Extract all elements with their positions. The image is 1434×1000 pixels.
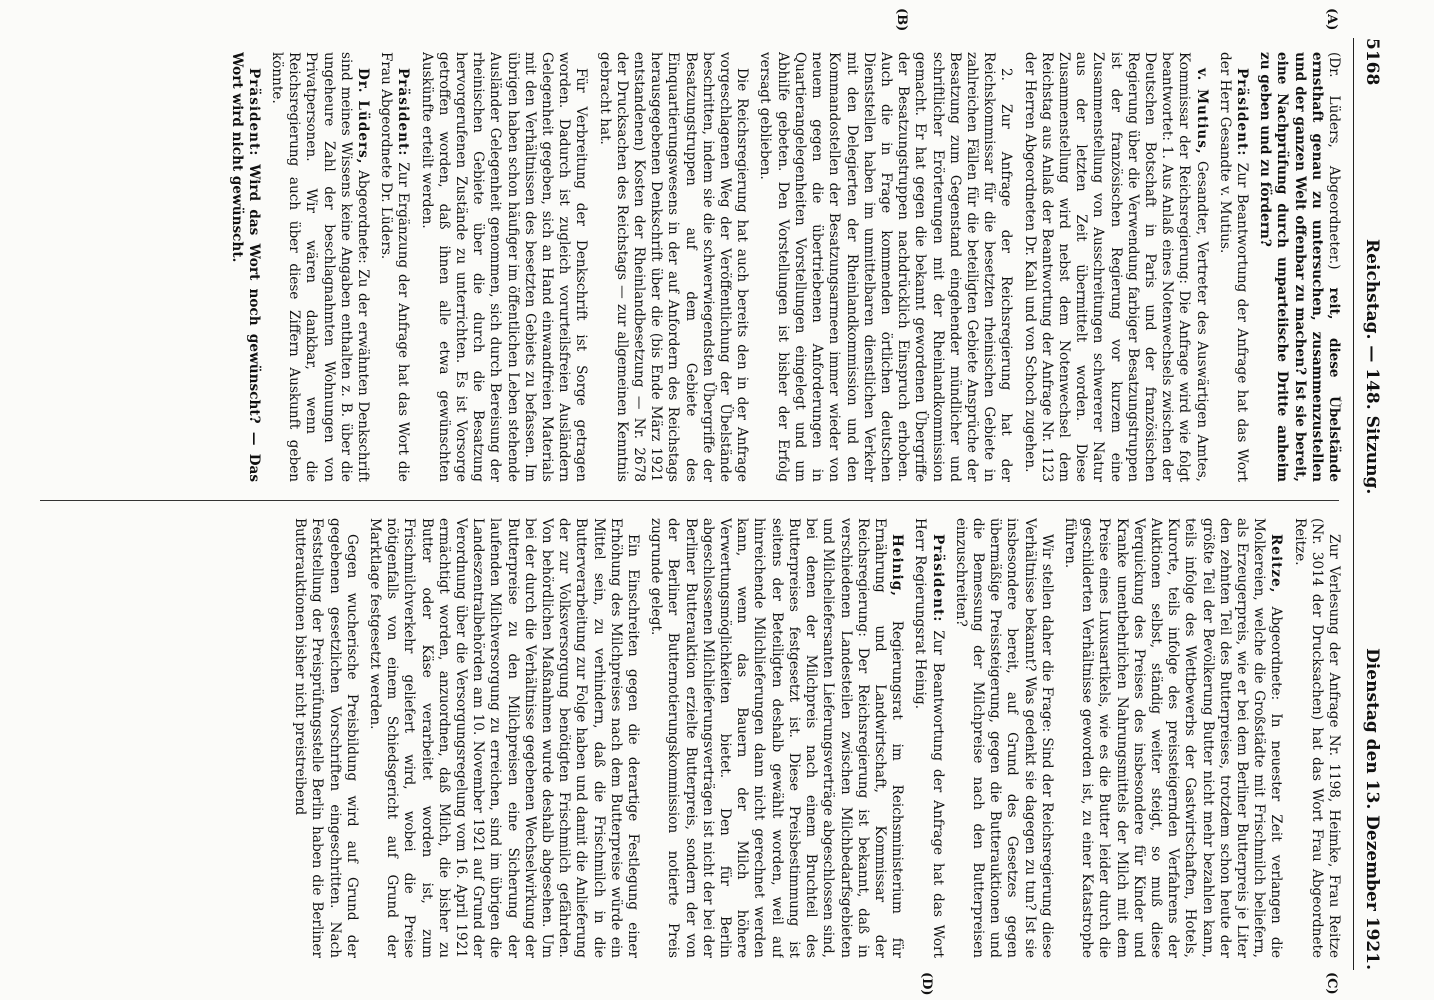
margin-marker-a: (A) [1324, 8, 1339, 31]
page-number: 5168 [1362, 38, 1382, 86]
paragraph: (Dr. Lüders, Abgeordneter.) reit, diese Übelstände ernsthaft genau zu untersuchen, zusammenzustellen und der ganzen Welt offenbar zu machen? Ist sie bereit, eine Nachprüfung durch unparteiische Dritte anheim zu geben und zu fördern? [1257, 52, 1342, 482]
paragraph: Präsident: Wird das Wort noch gewünscht? — Das Wort wird nicht gewünscht. [228, 52, 262, 482]
paragraph: Dr. Lüders, Abgeordnete: Zu der erwähnten Denkschrift sind meines Wissens keine Angaben enthalten z. B. über die ungeheure Zahl der beschlagnahmten Wohnungen von Privatpersonen. Wir wären dankbar, wenn die Reichsregierung auch über diese Ziffern Auskunft geben könnte. [269, 52, 372, 482]
paragraph: 2. Zur Anfrage der Reichsregierung hat der Reichskommissar für die besetzten rheinischen Gebiete in zahlreichen Fällen für die beteiligten Gebiete Ansprüche der Besatzung zum Gegenstand eingehender mündlicher und schriftlicher Erörterungen mit der Rheinlandkommission gemacht. Er hat gegen die bekannt gewordenen Übergriffe der Besatzungstruppen nachdrücklich Einspruch erhoben. Auch die in Frage kommenden örtlichen deutschen Dienststellen haben im unmittelbaren dienstlichen Verkehr mit den Delegierten der Rheinlandkommission und den Kommandostellen der Besatzungsarmeen immer wieder von neuem gegen die übertriebenen Anforderungen in Quartierangelegenheiten Vorstellungen eingelegt und um Abhilfe gebeten. Den Vorstellungen ist bisher der Erfolg versagt geblieben. [757, 52, 1015, 482]
paragraph: Wir stellen daher die Frage: Sind der Reichsregierung diese Verhältnisse bekannt? Was gedenkt sie dagegen zu tun? Ist sie insbesondere bereit, auf Grund des Gesetzes gegen übermäßige Preissteigerung, gegen die Butterauktionen und die Bemessung der Milchpreise nach den Butterpreisen einzuschreiten? [952, 518, 1055, 958]
digitization-credit [6, 4, 18, 994]
paragraph: Ein Einschreiten gegen die derartige Festlegung einer Erhöhung des Milchpreises nach dem Butterpreise würde ein Mittel sein, zu verhindern, daß die Frischmilch in die Butterverarbeitung zur Folge haben und damit die Anlieferung der zur Volksversorgung benötigten Frischmilch gefährden. Von behördlichen Maßnahmen wurde deshalb abgesehen. Um bei der durch die Verhältnisse gegebenen Wechselwirkung der Butterpreise zu den Milchpreisen eine Sicherung der laufenden Milchversorgung zu erreichen, sind im übrigen die Landeszentralbehörden am 10. November 1921 auf Grund der Verordnung über die Versorgungsregelung vom 16. April 1921 ermächtigt worden, anzuordnen, daß Milch, die bisher zu Butter oder Käse verarbeitet worden ist, zum Frischmilchverkehr geliefert wird, wobei die Preise nötigenfalls von einem Schiedsgericht auf Grund der Marktlage festgesetzt werden. [367, 518, 642, 958]
page-header [1353, 38, 1382, 970]
column-divider [40, 500, 1339, 501]
paragraph: Die Reichsregierung hat auch bereits den in der Anfrage vorgeschlagenen Weg der Veröffentlichung der Übelstände beschritten, indem sie die schwerwiegendsten Übergriffe der Besatzungstruppen auf dem Gebiete des Einquartierungswesens in der auf Anfordern des Reichstags herausgegebenen Denkschrift über die (bis Ende März 1921 entstandenen) Kosten der Rheinlandbesetzung — Nr. 2678 der Drucksachen des Reichstags — zur allgemeinen Kenntnis gebracht hat. [596, 52, 751, 482]
paragraph: Präsident: Zur Beantwortung der Anfrage hat das Wort der Herr Gesandte v. Mutius. [1216, 52, 1250, 482]
margin-marker-b: (B) [894, 8, 909, 32]
session-title: Reichstag. — 148. Sitzung. [1362, 239, 1382, 495]
paragraph: Reitze, Abgeordnete: In neuester Zeit verlangen die Molkereien, welche die Großstädte mit Frischmilch beliefern, als Erzeugerpreis, wie er bei dem Berliner Butterpreis je Liter den zehnten Teil des Butterpreises, trotzdem schon heute der größte Teil der Bevölkerung Butter nicht mehr bezahlen kann, teils infolge des Wettbewerbs der Gastwirtschaften, Hotels, Kurorte, teils infolge des preissteigernden Verfahrens der Auktionen selbst, ständig weiter steigt, so muß diese Verquickung des Preises des insbesondere für Kinder und Kranke unentbehrlichen Nahrungsmittels der Milch mit dem Preise eines Luxusartikels, wie es die Butter leider durch die geschilderten Verhältnisse geworden ist, zu einer Katastrophe führen. [1061, 518, 1285, 958]
paragraph: Präsident: Zur Beantwortung der Anfrage hat das Wort Herr Regierungsrat Heinig. [912, 518, 946, 958]
margin-marker-d: (D) [919, 972, 934, 996]
paragraph: Gegen wucherische Preisbildung wird auf Grund der gegebenen gesetzlichen Vorschriften eingeschritten. Nach Feststellung der Preisprüfungsstelle Berlin haben die Berliner Butterauktionen bisher nicht preistreibend [292, 518, 360, 958]
paragraph: Präsident: Zur Ergänzung der Anfrage hat das Wort die Frau Abgeordnete Dr. Lüders. [378, 52, 412, 482]
paragraph: v. Mutius, Gesandter, Vertreter des Auswärtigen Amtes, Kommissar der Reichsregierung: Die Anfrage wird wie folgt beantwortet: 1. Aus Anlaß eines Notenwechsels zwischen der Deutschen Botschaft in Paris und der französischen Regierung über die Verwendung farbiger Besatzungstruppen ist der französischen Regierung vor kurzem eine Zusammenstellung von Ausschreitungen schwererer Natur aus der letzten Zeit übermittelt worden. Diese Zusammenstellung wird nebst dem Notenwechsel dem Reichstag aus Anlaß der Beantwortung der Anfrage Nr. 1123 der Herren Abgeordneten Dr. Kahl und von Schoch zugehen. [1021, 52, 1210, 482]
paragraph: Für Verbreitung der Denkschrift ist Sorge getragen worden. Dadurch ist zugleich vorurteilsfreien Ausländern Gelegenheit gegeben, sich an Hand einwandfreien Materials mit den Verhältnissen des besetzten Gebiets zu befassen. Im übrigen haben schon häufiger im öffentlichen Leben stehende Ausländer Gelegenheit genommen, sich durch Bereisung der rheinischen Gebiete über die durch die Besatzung hervorgerufenen Zustände zu unterrichten. Es ist Vorsorge getroffen worden, daß ihnen alle etwa gewünschten Auskünfte erteilt werden. [418, 52, 590, 482]
paragraph: Zur Verlesung der Anfrage Nr. 1198, Heimke, Frau Reitze (Nr. 3014 der Drucksachen) hat das Wort Frau Abgeordnete Reitze. [1291, 518, 1342, 958]
margin-marker-c: (C) [1324, 972, 1339, 995]
right-column [40, 518, 1342, 958]
session-date: Dienstag den 13. Dezember 1921. [1362, 648, 1382, 970]
paragraph: Heinig, Regierungsrat im Reichsministerium für Ernährung und Landwirtschaft, Kommissar der Reichsregierung: Der Reichsregierung ist bekannt, daß in verschiedenen Landesteilen zwischen Milchbedarfsgebieten und Milcheliefersanten Lieferungsverträge abgeschlossen sind, bei denen der Milchpreis nach einem Bruchteil des Butterpreises festgesetzt ist. Diese Preisbestimmung ist seitens der Beteiligten deshalb gewählt worden, weil auf hinreichende Milchlieferungen dann nicht gerechnet werden kann, wenn das Bauern der Milch höhere Verwertungsmöglichkeiten bietet. Den für Berlin abgeschlossenen Milchlieferungsverträgen ist nicht der bei der Berliner Butterauktion erzielte Butterpreis, sondern der von der Berliner Butternotierungskommission notierte Preis zugrunde gelegt. [648, 518, 906, 958]
left-column [40, 52, 1342, 482]
